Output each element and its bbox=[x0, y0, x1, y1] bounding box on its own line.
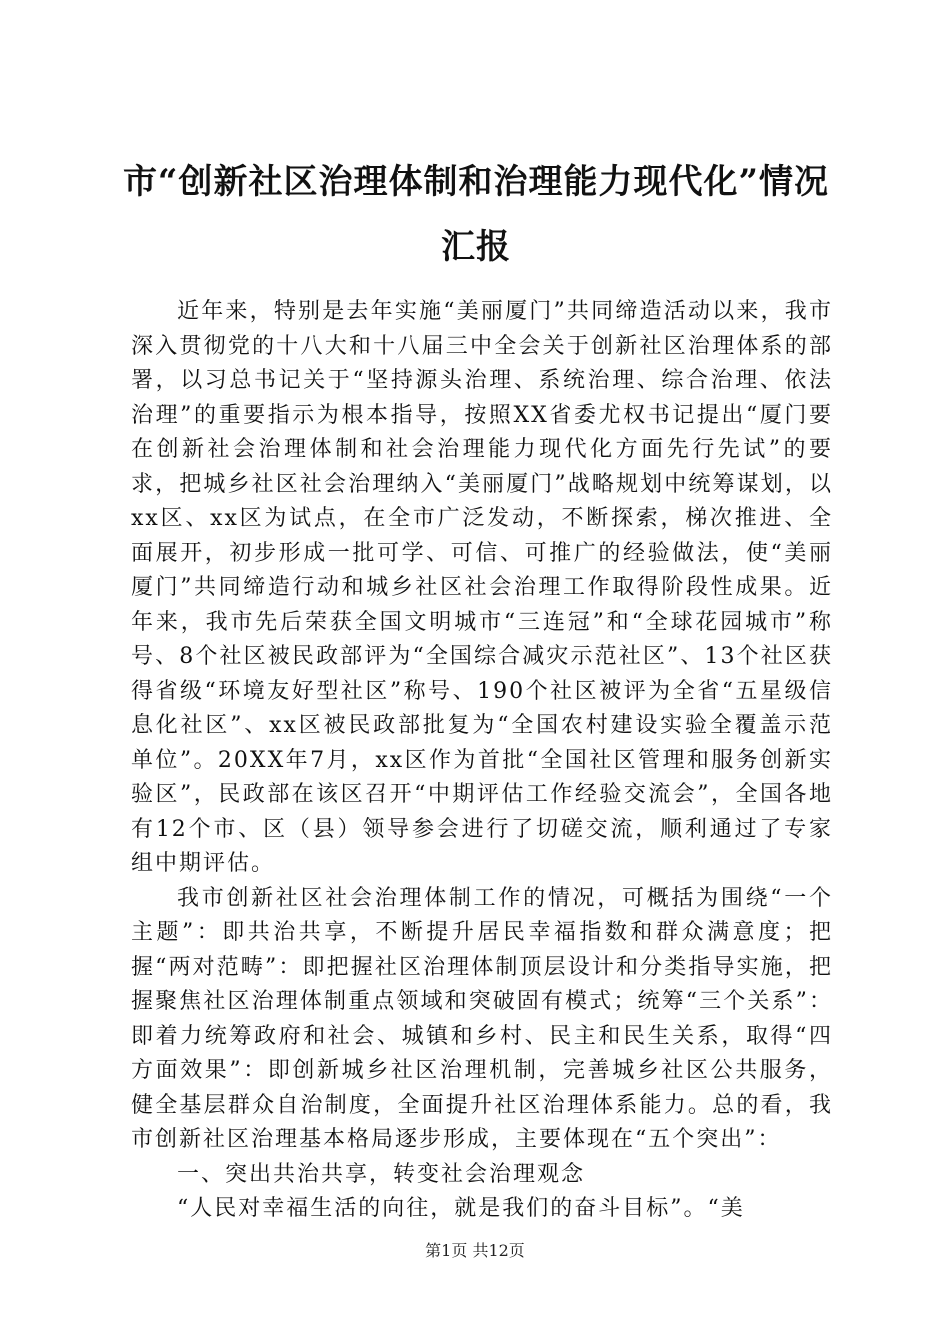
document-body bbox=[131, 295, 833, 1227]
document-title: 市“创新社区治理体制和治理能力现代化”情况汇报 bbox=[122, 162, 830, 267]
paragraph-summary: 我市创新社区社会治理体制工作的情况，可概括为围绕“一个主题”：即共治共享，不断提升居民幸福指数和群众满意度；把握“两对范畴”：即把握社区治理体制顶层设计和分类指导实施，把握聚焦社区治理体制重点领域和突破固有模式；统筹“三个关系”：即着力统筹政府和社会、城镇和乡村、民主和民生关系，取得“四方面效果”：即创新城乡社区治理机制，完善城乡社区公共服务，健全基层群众自治制度，全面提升社区治理体系能力。总的看，我市创新社区治理基本格局逐步形成，主要体现在“五个突出”： bbox=[131, 885, 833, 1152]
paragraph-intro: 近年来，特别是去年实施“美丽厦门”共同缔造活动以来，我市深入贯彻党的十八大和十八届三中全会关于创新社区治理体系的部署，以习总书记关于“坚持源头治理、系统治理、综合治理、依法治理”的重要指示为根本指导，按照XX省委尤权书记提出“厦门要在创新社会治理体制和社会治理能力现代化方面先行先试”的要求，把城乡社区社会治理纳入“美丽厦门”战略规划中统筹谋划，以xx区、xx区为试点，在全市广泛发动，不断探索，梯次推进、全面展开，初步形成一批可学、可信、可推广的经验做法，使“美丽厦门”共同缔造行动和城乡社区社会治理工作取得阶段性成果。近年来，我市先后荣获全国文明城市“三连冠”和“全球花园城市”称号、8个社区被民政部评为“全国综合减灾示范社区”、13个社区获得省级“环境友好型社区”称号、190个社区被评为全省“五星级信息化社区”、xx区被民政部批复为“全国农村建设实验全覆盖示范单位”。20XX年7月，xx区作为首批“全国社区管理和服务创新实验区”，民政部在该区召开“中期评估工作经验交流会”，全国各地有12个市、区（县）领导参会进行了切磋交流，顺利通过了专家组中期评估。 bbox=[131, 299, 833, 876]
paragraph-section-1-start: “人民对幸福生活的向往，就是我们的奋斗目标”。“美 bbox=[177, 1196, 745, 1221]
section-heading-1: 一、突出共治共享，转变社会治理观念 bbox=[177, 1161, 586, 1187]
page-number-footer: 第1页 共12页 bbox=[425, 1241, 525, 1260]
